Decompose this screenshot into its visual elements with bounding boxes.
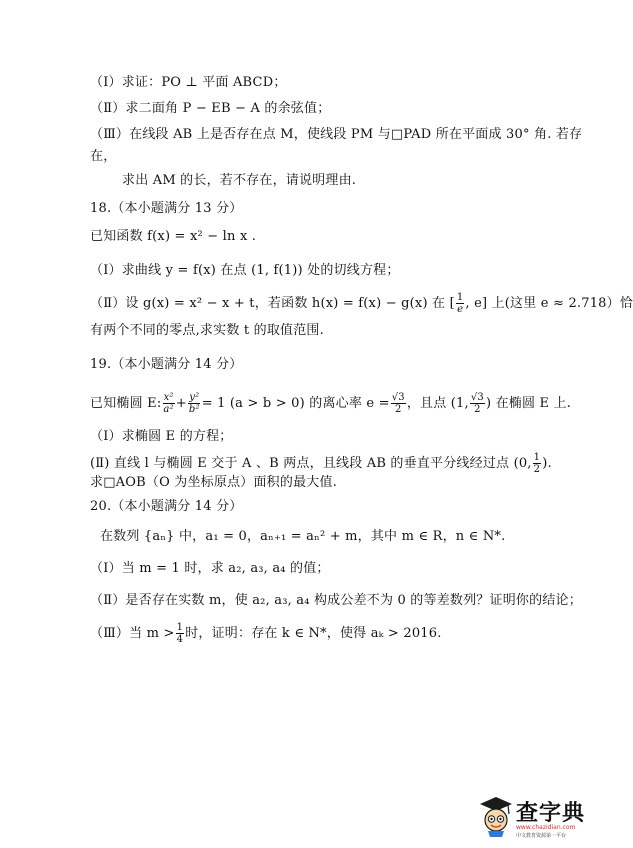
fraction-denominator: 4 <box>176 634 184 645</box>
q19-part-ii-text-b: ). <box>542 456 552 471</box>
chazidian-logo <box>478 794 590 842</box>
q20-part-iii <box>90 622 442 645</box>
fraction-numerator: 1 <box>176 622 184 633</box>
fraction-denominator: 2 <box>394 404 402 415</box>
q19-fraction-y2-b2 <box>188 392 201 415</box>
q19-fraction-sqrt3-2 <box>391 392 406 415</box>
q19-fraction-sqrt3-2-point <box>470 392 485 415</box>
fraction-numerator: √3 <box>470 392 484 403</box>
fraction-numerator: √3 <box>391 392 405 403</box>
q17-part-iii-line3: 求出 AM 的长，若不存在，请说明理由. <box>122 173 357 188</box>
q19-fraction-1-2 <box>533 452 542 475</box>
q17-part-iii-line2: 在， <box>90 149 117 164</box>
q18-fraction-1-over-e <box>456 292 465 315</box>
fraction-numerator: x² <box>163 392 174 403</box>
q18-part-i: （Ⅰ）求曲线 y = f(x) 在点 (1, f(1)) 处的切线方程； <box>90 263 400 278</box>
q20-heading: 20.（本小题满分 14 分） <box>90 499 243 514</box>
q17-part-i: （Ⅰ）求证：PO ⊥ 平面 ABCD； <box>90 75 287 90</box>
fraction-denominator: 2 <box>533 464 541 475</box>
q18-part-ii-line2: 有两个不同的零点,求实数 t 的取值范围. <box>90 323 324 338</box>
q19-given-text-b: = 1 (a > b > 0) 的离心率 e = <box>201 396 390 411</box>
logo-tagline: 中文教育资源第一平台 <box>516 833 567 839</box>
q19-fraction-x2-a2 <box>162 392 174 415</box>
q19-given-text-d: ) 在椭圆 E 上. <box>486 396 572 411</box>
q18-part-ii-line1 <box>90 292 633 315</box>
q18-given: 已知函数 f(x) = x² − ln x . <box>90 229 257 244</box>
q20-given: 在数列 {aₙ} 中，a₁ = 0，aₙ₊₁ = aₙ² + m，其中 m ∈ R，n ∈ N*. <box>100 529 506 544</box>
q19-heading: 19.（本小题满分 14 分） <box>90 357 243 372</box>
q19-part-i: （Ⅰ）求椭圆 E 的方程； <box>90 429 233 444</box>
fraction-numerator: y² <box>189 392 200 403</box>
q18-part-ii-text-b: , e] 上(这里 e ≈ 2.718）恰 <box>465 296 633 311</box>
fraction-denominator: e <box>457 304 464 315</box>
q19-given <box>90 392 571 415</box>
q19-part-ii-line2: 求□AOB（O 为坐标原点）面积的最大值. <box>90 475 338 490</box>
q20-part-ii: （Ⅱ）是否存在实数 m，使 a₂, a₃, a₄ 构成公差不为 0 的等差数列？证明你的结论； <box>90 593 582 608</box>
q19-plus: + <box>175 396 187 411</box>
q20-part-iii-text-b: 时，证明：存在 k ∈ N*，使得 aₖ > 2016. <box>185 626 442 641</box>
fraction-denominator: 2 <box>474 404 481 415</box>
graduate-mascot-icon <box>478 794 514 838</box>
q18-part-ii-text-a: （Ⅱ）设 g(x) = x² − x + t，若函数 h(x) = f(x) − g(x) 在 [ <box>90 296 455 311</box>
q20-fraction-1-4 <box>176 622 185 645</box>
logo-url: www.chazidian.com <box>516 824 576 831</box>
q20-part-iii-text-a: （Ⅲ）当 m > <box>90 626 175 641</box>
q19-given-text-a: 已知椭圆 E: <box>90 396 162 411</box>
fraction-numerator: 1 <box>456 292 464 303</box>
fraction-denominator: a² <box>163 404 174 415</box>
logo-title: 查字典 <box>516 801 586 826</box>
fraction-numerator: 1 <box>533 452 541 463</box>
q18-heading: 18.（本小题满分 13 分） <box>90 201 243 216</box>
fraction-denominator: b² <box>188 404 200 415</box>
q19-part-ii-line1 <box>90 452 552 475</box>
q17-part-iii-line1: （Ⅲ）在线段 AB 上是否存在点 M，使线段 PM 与□PAD 所在平面成 30° 角. 若存 <box>90 127 583 142</box>
q17-part-ii: （Ⅱ）求二面角 P − EB − A 的余弦值； <box>90 101 331 116</box>
q20-part-i: （Ⅰ）当 m = 1 时，求 a₂, a₃, a₄ 的值； <box>90 561 330 576</box>
q19-part-ii-text-a: (Ⅱ) 直线 l 与椭圆 E 交于 A 、B 两点，且线段 AB 的垂直平分线经过点 (0, <box>90 456 532 471</box>
q19-given-text-c: ，且点 (1, <box>406 396 469 411</box>
